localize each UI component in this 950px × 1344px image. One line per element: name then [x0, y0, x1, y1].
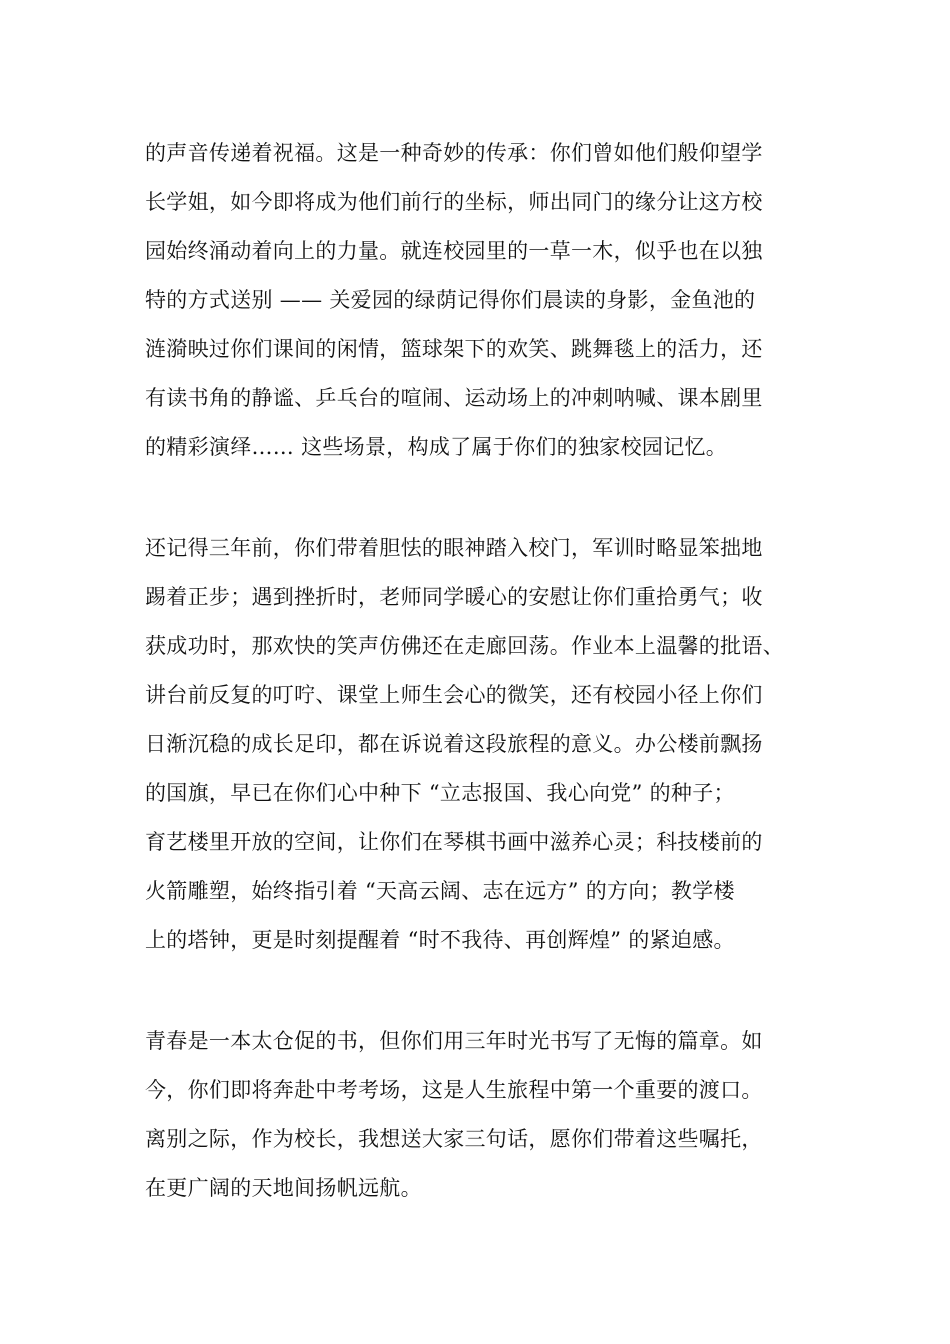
- paragraph-1-line-1: 的声音传递着祝福。这是一种奇妙的传承：你们曾如他们般仰望学: [145, 141, 763, 165]
- paragraph-2-line-4: 讲台前反复的叮咛、课堂上师生会心的微笑，还有校园小径上你们: [145, 683, 763, 707]
- paragraph-3-line-1: 青春是一本太仓促的书，但你们用三年时光书写了无悔的篇章。如: [145, 1029, 763, 1053]
- paragraph-1-line-6: 有读书角的静谧、乒乓台的喧闹、运动场上的冲刺呐喊、课本剧里: [145, 386, 763, 410]
- paragraph-1-line-4: 特的方式送别 —— 关爱园的绿荫记得你们晨读的身影，金鱼池的: [145, 288, 756, 312]
- paragraph-2-line-6: 的国旗，早已在你们心中种下 “立志报国、我心向党” 的种子；: [145, 781, 735, 805]
- paragraph-3-line-4: 在更广阔的天地间扬帆远航。: [145, 1176, 422, 1200]
- paragraph-2-line-7: 育艺楼里开放的空间，让你们在琴棋书画中滋养心灵；科技楼前的: [145, 830, 763, 854]
- paragraph-1-line-5: 涟漪映过你们课间的闲情，篮球架下的欢笑、跳舞毯上的活力，还: [145, 337, 763, 361]
- paragraph-1-line-3: 园始终涌动着向上的力量。就连校园里的一草一木，似乎也在以独: [145, 239, 763, 263]
- paragraph-3-line-2: 今，你们即将奔赴中考考场，这是人生旅程中第一个重要的渡口。: [145, 1078, 763, 1102]
- paragraph-1-line-7: 的精彩演绎…… 这些场景，构成了属于你们的独家校园记忆。: [145, 435, 728, 459]
- paragraph-2-line-1: 还记得三年前，你们带着胆怯的眼神踏入校门，军训时略显笨拙地: [145, 536, 763, 560]
- paragraph-2-line-8: 火箭雕塑，始终指引着 “天高云阔、志在远方” 的方向；教学楼: [145, 879, 735, 903]
- paragraph-3-line-3: 离别之际，作为校长，我想送大家三句话，愿你们带着这些嘱托，: [145, 1127, 763, 1151]
- paragraph-2-line-9: 上的塔钟，更是时刻提醒着 “时不我待、再创辉煌” 的紧迫感。: [145, 928, 735, 952]
- paragraph-1-line-2: 长学姐，如今即将成为他们前行的坐标，师出同门的缘分让这方校: [145, 190, 763, 214]
- paragraph-2-line-3: 获成功时，那欢快的笑声仿佛还在走廊回荡。作业本上温馨的批语、: [145, 634, 784, 658]
- paragraph-2-line-5: 日渐沉稳的成长足印，都在诉说着这段旅程的意义。办公楼前飘扬: [145, 732, 763, 756]
- paragraph-2-line-2: 踢着正步；遇到挫折时，老师同学暖心的安慰让你们重拾勇气；收: [145, 585, 763, 609]
